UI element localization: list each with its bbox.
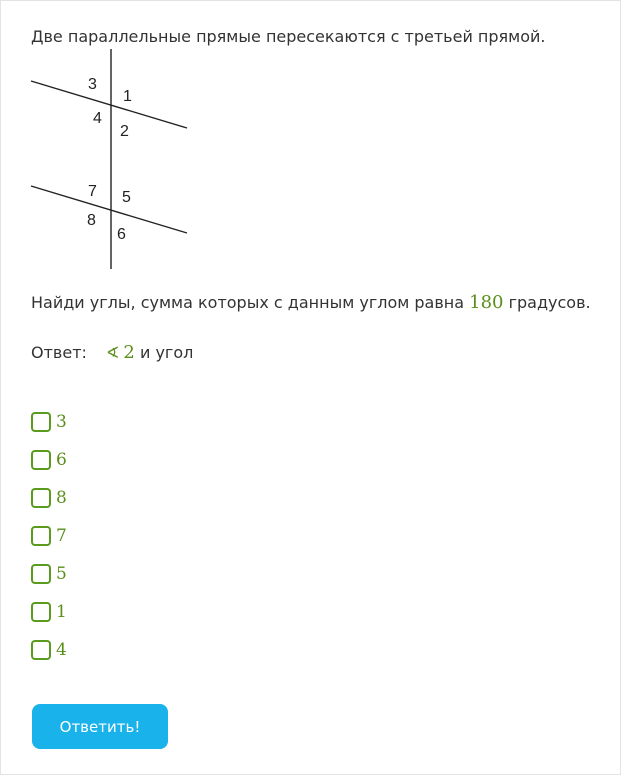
answer-tail: и угол [139, 343, 194, 362]
answer-angle-number: 2 [123, 342, 135, 363]
question-text: Две параллельные прямые пересекаются с третьей прямой. [31, 27, 546, 46]
task-number: 180 [469, 292, 504, 313]
angle-icon: ∢ [106, 343, 120, 362]
option-label: 7 [56, 526, 67, 546]
angle-label-4: 4 [93, 110, 102, 127]
angle-label-5: 5 [122, 189, 131, 206]
angle-label-7: 7 [88, 183, 97, 200]
task-text [31, 291, 591, 315]
task-prefix: Найди углы, сумма которых с данным углом равна [31, 293, 465, 312]
option-label: 6 [56, 450, 67, 470]
checkbox[interactable] [31, 564, 51, 584]
checkbox[interactable] [31, 640, 51, 660]
option-8[interactable] [31, 479, 67, 517]
angle-label-3: 3 [88, 76, 97, 93]
option-label: 1 [56, 602, 67, 622]
checkbox[interactable] [31, 412, 51, 432]
option-label: 5 [56, 564, 67, 584]
angle-label-8: 8 [87, 212, 96, 229]
option-7[interactable] [31, 517, 67, 555]
option-label: 4 [56, 640, 67, 660]
angle-label-6: 6 [117, 226, 126, 243]
checkbox[interactable] [31, 488, 51, 508]
option-label: 8 [56, 488, 67, 508]
answer-line [31, 341, 193, 365]
angle-label-2: 2 [120, 123, 129, 140]
option-6[interactable] [31, 441, 67, 479]
task-suffix: градусов. [508, 293, 591, 312]
parallel-lines-figure [29, 47, 191, 273]
option-3[interactable] [31, 403, 67, 441]
parallel-line-top [31, 81, 187, 128]
parallel-line-bottom [31, 186, 187, 233]
submit-button[interactable]: Ответить! [32, 704, 168, 749]
option-5[interactable] [31, 555, 67, 593]
checkbox[interactable] [31, 602, 51, 622]
answer-label: Ответ: [31, 343, 87, 362]
option-1[interactable] [31, 593, 67, 631]
angle-label-1: 1 [123, 88, 132, 105]
option-label: 3 [56, 412, 67, 432]
option-4[interactable] [31, 631, 67, 669]
checkbox[interactable] [31, 450, 51, 470]
options-list [31, 403, 67, 669]
checkbox[interactable] [31, 526, 51, 546]
